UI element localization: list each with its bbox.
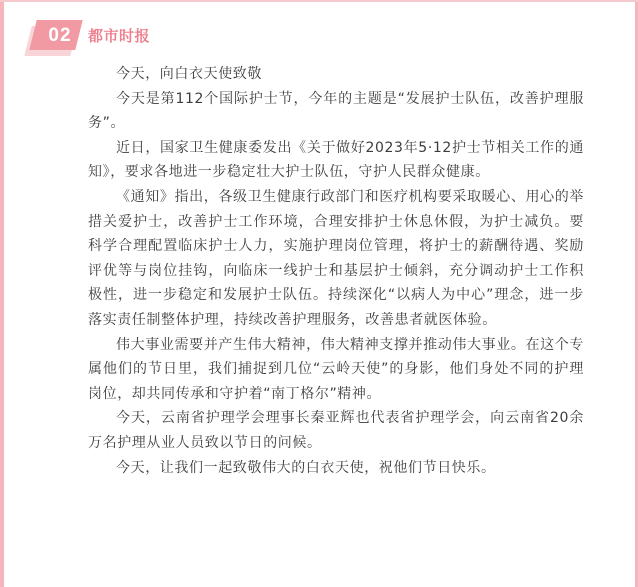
article-paragraph: 今天，云南省护理学会理事长秦亚辉也代表省护理学会，向云南省20余万名护理从业人员致以节日的问候。 bbox=[88, 410, 584, 451]
article-paragraph: 今天是第112个国际护士节，今年的主题是“发展护士队伍，改善护理服务”。 bbox=[88, 90, 584, 132]
section-header bbox=[0, 0, 638, 62]
article-paragraph: 近日，国家卫生健康委发出《关于做好2023年5·12护士节相关工作的通知》，要求各地进一步稳定壮大护士队伍，守护人民群众健康。 bbox=[88, 139, 584, 181]
article-paragraph: 《通知》指出，各级卫生健康行政部门和医疗机构要采取暖心、用心的举措关爱护士，改善护士工作环境，合理安排护士休息休假，为护士减负。要科学合理配置临床护士人力，实施护理岗位管理，将护士的薪酬待遇、奖励评优等与岗位挂钩，向临床一线护士和基层护士倾斜，充分调动护士工作积极性，进一步稳定和发展护士队伍。持续深化“以病人为中心”理念，进一步落实责任制整体护理，持续改善护理服务，改善患者就医体验。 bbox=[88, 188, 584, 328]
section-title: 都市时报 bbox=[88, 27, 151, 45]
header-top-rule bbox=[0, 0, 638, 2]
left-frame-border bbox=[0, 0, 4, 587]
article-paragraph: 今天，让我们一起致敬伟大的白衣天使，祝他们节日快乐。 bbox=[116, 459, 496, 476]
article-headline: 今天，向白衣天使致敬 bbox=[116, 66, 262, 82]
article-body bbox=[88, 62, 584, 480]
section-number: 02 bbox=[48, 25, 72, 46]
article-paragraph: 伟大事业需要并产生伟大精神，伟大精神支撑并推动伟大事业。在这个专属他们的节日里，我们捕捉到几位“云岭天使”的身影，他们身处不同的护理岗位，却共同传承和守护着“南丁格尔”精神。 bbox=[88, 336, 584, 402]
